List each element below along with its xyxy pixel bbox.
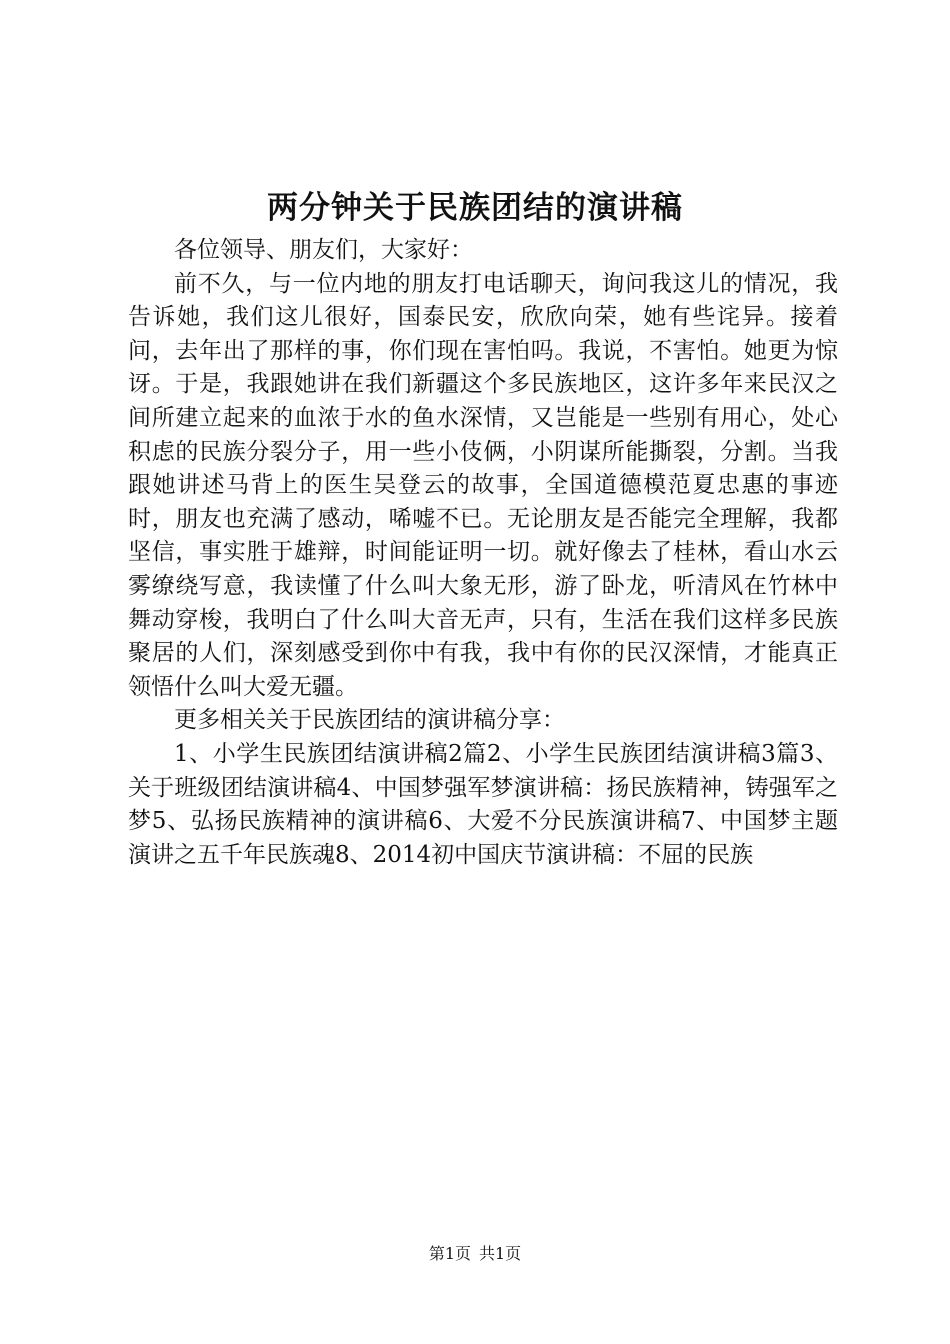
related-list-paragraph: 1、小学生民族团结演讲稿2篇2、小学生民族团结演讲稿3篇3、关于班级团结演讲稿4、中国梦强军梦演讲稿：扬民族精神，铸强军之梦5、弘扬民族精神的演讲稿6、大爱不分民族演讲稿7、中国梦主题演讲之五千年民族魂8、2014初中国庆节演讲稿：不屈的民族 [128, 740, 838, 868]
main-paragraph: 前不久，与一位内地的朋友打电话聊天，询问我这儿的情况，我告诉她，我们这儿很好，国泰民安，欣欣向荣，她有些诧异。接着问，去年出了那样的事，你们现在害怕吗。我说，不害怕。她更为惊讶。于是，我跟她讲在我们新疆这个多民族地区，这许多年来民汉之间所建立起来的血浓于水的鱼水深情，又岂能是一些别有用心，处心积虑的民族分裂分子，用一些小伎俩，小阴谋所能撕裂，分割。当我跟她讲述马背上的医生吴登云的故事，全国道德模范夏忠惠的事迹时，朋友也充满了感动，唏嘘不已。无论朋友是否能完全理解，我都坚信，事实胜于雄辩，时间能证明一切。就好像去了桂林，看山水云雾缭绕写意，我读懂了什么叫大象无形，游了卧龙，听清风在竹林中舞动穿梭，我明白了什么叫大音无声，只有，生活在我们这样多民族聚居的人们，深刻感受到你中有我，我中有你的民汉深情，才能真正领悟什么叫大爱无疆。 [128, 270, 838, 700]
greeting-paragraph: 各位领导、朋友们，大家好： [174, 237, 473, 263]
page-number: 第1页 [428, 1244, 471, 1263]
page-total: 共1页 [479, 1244, 522, 1263]
page-footer [0, 1242, 950, 1266]
document-body [128, 234, 838, 872]
document-title: 两分钟关于民族团结的演讲稿 [267, 190, 683, 226]
related-heading-paragraph: 更多相关关于民族团结的演讲稿分享： [174, 707, 565, 734]
